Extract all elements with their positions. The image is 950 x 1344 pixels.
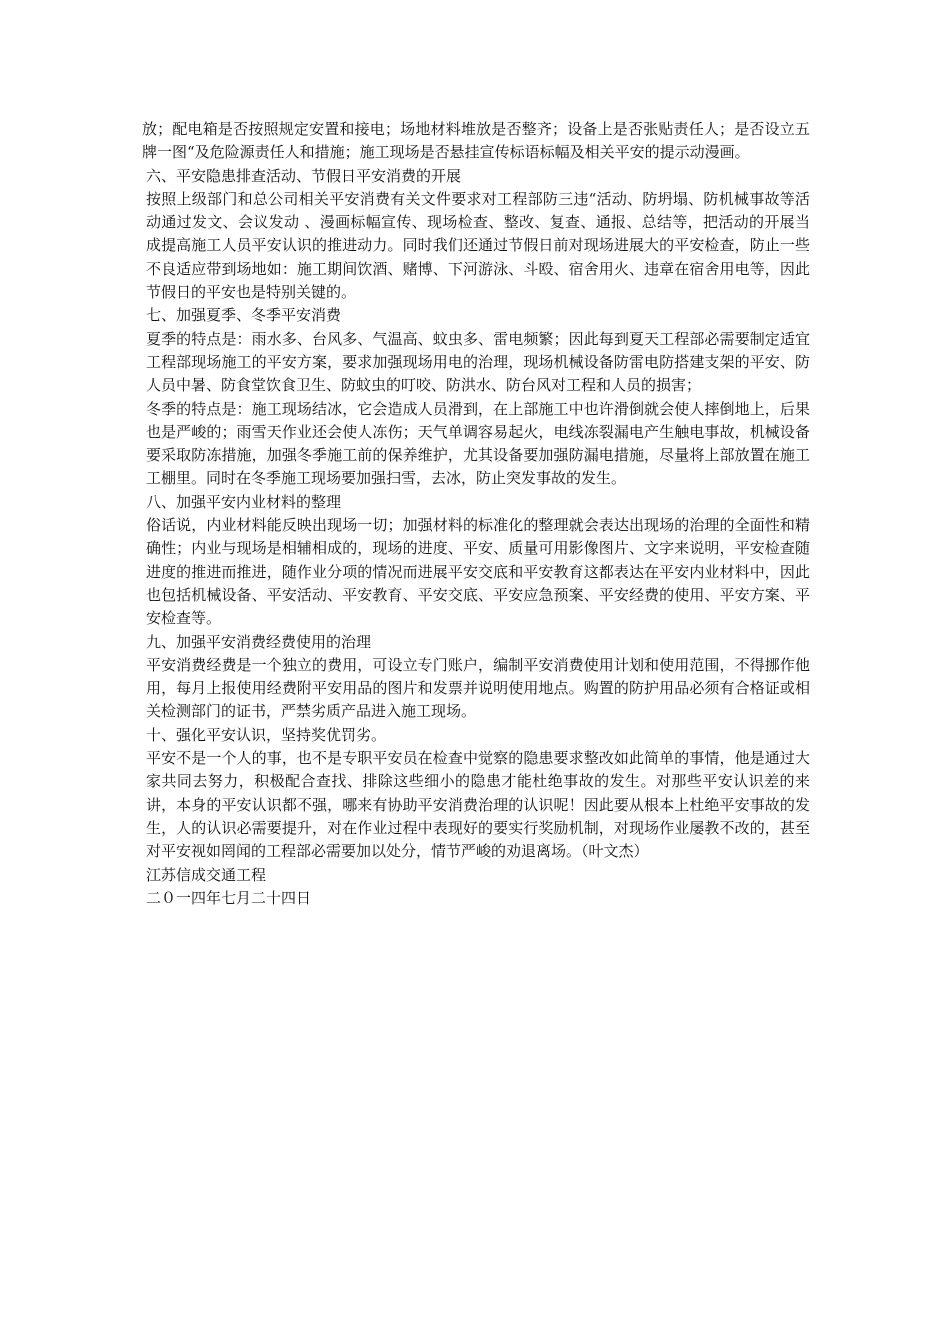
section-heading-7: 七、加强夏季、冬季平安消费 xyxy=(146,306,342,325)
section-heading-10: 十、强化平安认识，坚持奖优罚劣。 xyxy=(146,725,387,744)
paragraph-section-9: 平安消费经费是一个独立的费用，可设立专门账户，编制平安消费使用计划和使用范围，不得挪作他用，每月上报使用经费附平安用品的图片和发票并说明使用地点。购置的防护用品必须有合格证或相关检测部门的证书，严禁劣质产品进入施工现场。 xyxy=(146,655,810,721)
section-heading-8: 八、加强平安内业材料的整理 xyxy=(146,492,342,511)
paragraph-section-8: 俗话说，内业材料能反映出现场一切；加强材料的标准化的整理就会表达出现场的治理的全面性和精确性；内业与现场是相辅相成的，现场的进度、平安、质量可用影像图片、文字来说明，平安检查随进度的推进而推进，随作业分项的情况而进展平安交底和平安教育这都表达在平安内业材料中，因此也包括机械设备、平安活动、平安教育、平安交底、平安应急预案、平安经费的使用、平安方案、平安检查等。 xyxy=(146,516,810,628)
signature-organization: 江苏信成交通工程 xyxy=(146,865,267,884)
paragraph-section-6: 按照上级部门和总公司相关平安消费有关文件要求对工程部防三违“活动、防坍塌、防机械事故等活动通过发文、会议发动 、漫画标幅宣传、现场检查、整改、复查、通报、总结等，把活动的开展当成提高施工人员平安认识的推进动力。同时我们还通过节假日前对现场进展大的平安检查，防止一些不良适应带到场地如：施工期间饮酒、赌博、下河游泳、斗殴、宿舍用火、违章在宿舍用电等，因此节假日的平安也是特别关键的。 xyxy=(146,189,810,302)
document-body xyxy=(142,118,810,910)
section-heading-9: 九、加强平安消费经费使用的治理 xyxy=(146,632,372,651)
paragraph-winter: 冬季的特点是：施工现场结冰，它会造成人员滑到，在上部施工中也许滑倒就会使人摔倒地上，后果也是严峻的；雨雪天作业还会使人冻伤；天气单调容易起火，电线冻裂漏电产生触电事故，机械设备要采取防冻措施，加强冬季施工前的保养维护，尤其设备要加强防漏电措施，尽量将上部放置在施工工棚里。同时在冬季施工现场要加强扫雪，去冰，防止突发事故的发生。 xyxy=(146,399,810,488)
paragraph-section-10: 平安不是一个人的事，也不是专职平安员在检查中觉察的隐患要求整改如此简单的事情，他是通过大家共同去努力，积极配合查找、排除这些细小的隐患才能杜绝事故的发生。对那些平安认识差的来讲，本身的平安认识都不强，哪来有协助平安消费治理的认识呢！因此要从根本上杜绝平安事故的发生，人的认识必需要提升，对在作业过程中表现好的要实行奖励机制，对现场作业屡教不改的，甚至对平安视如罔闻的工程部必需要加以处分，情节严峻的劝退离场。（叶文杰） xyxy=(146,749,810,861)
signature-date: 二０一四年七月二十四日 xyxy=(146,888,312,907)
paragraph-summer: 夏季的特点是：雨水多、台风多、气温高、蚊虫多、雷电频繁；因此每到夏天工程部必需要制定适宜工程部现场施工的平安方案，要求加强现场用电的治理，现场机械设备防雷电防搭建支架的平安、防人员中暑、防食堂饮食卫生、防蚊虫的叮咬、防洪水、防台风对工程和人员的损害； xyxy=(146,329,810,395)
paragraph-continuation: 放；配电箱是否按照规定安置和接电；场地材料堆放是否整齐；设备上是否张贴责任人；是否设立五牌一图“及危险源责任人和措施；施工现场是否悬挂宣传标语标幅及相关平安的提示动漫画。 xyxy=(142,120,810,162)
section-heading-6: 六、平安隐患排查活动、节假日平安消费的开展 xyxy=(146,166,462,185)
